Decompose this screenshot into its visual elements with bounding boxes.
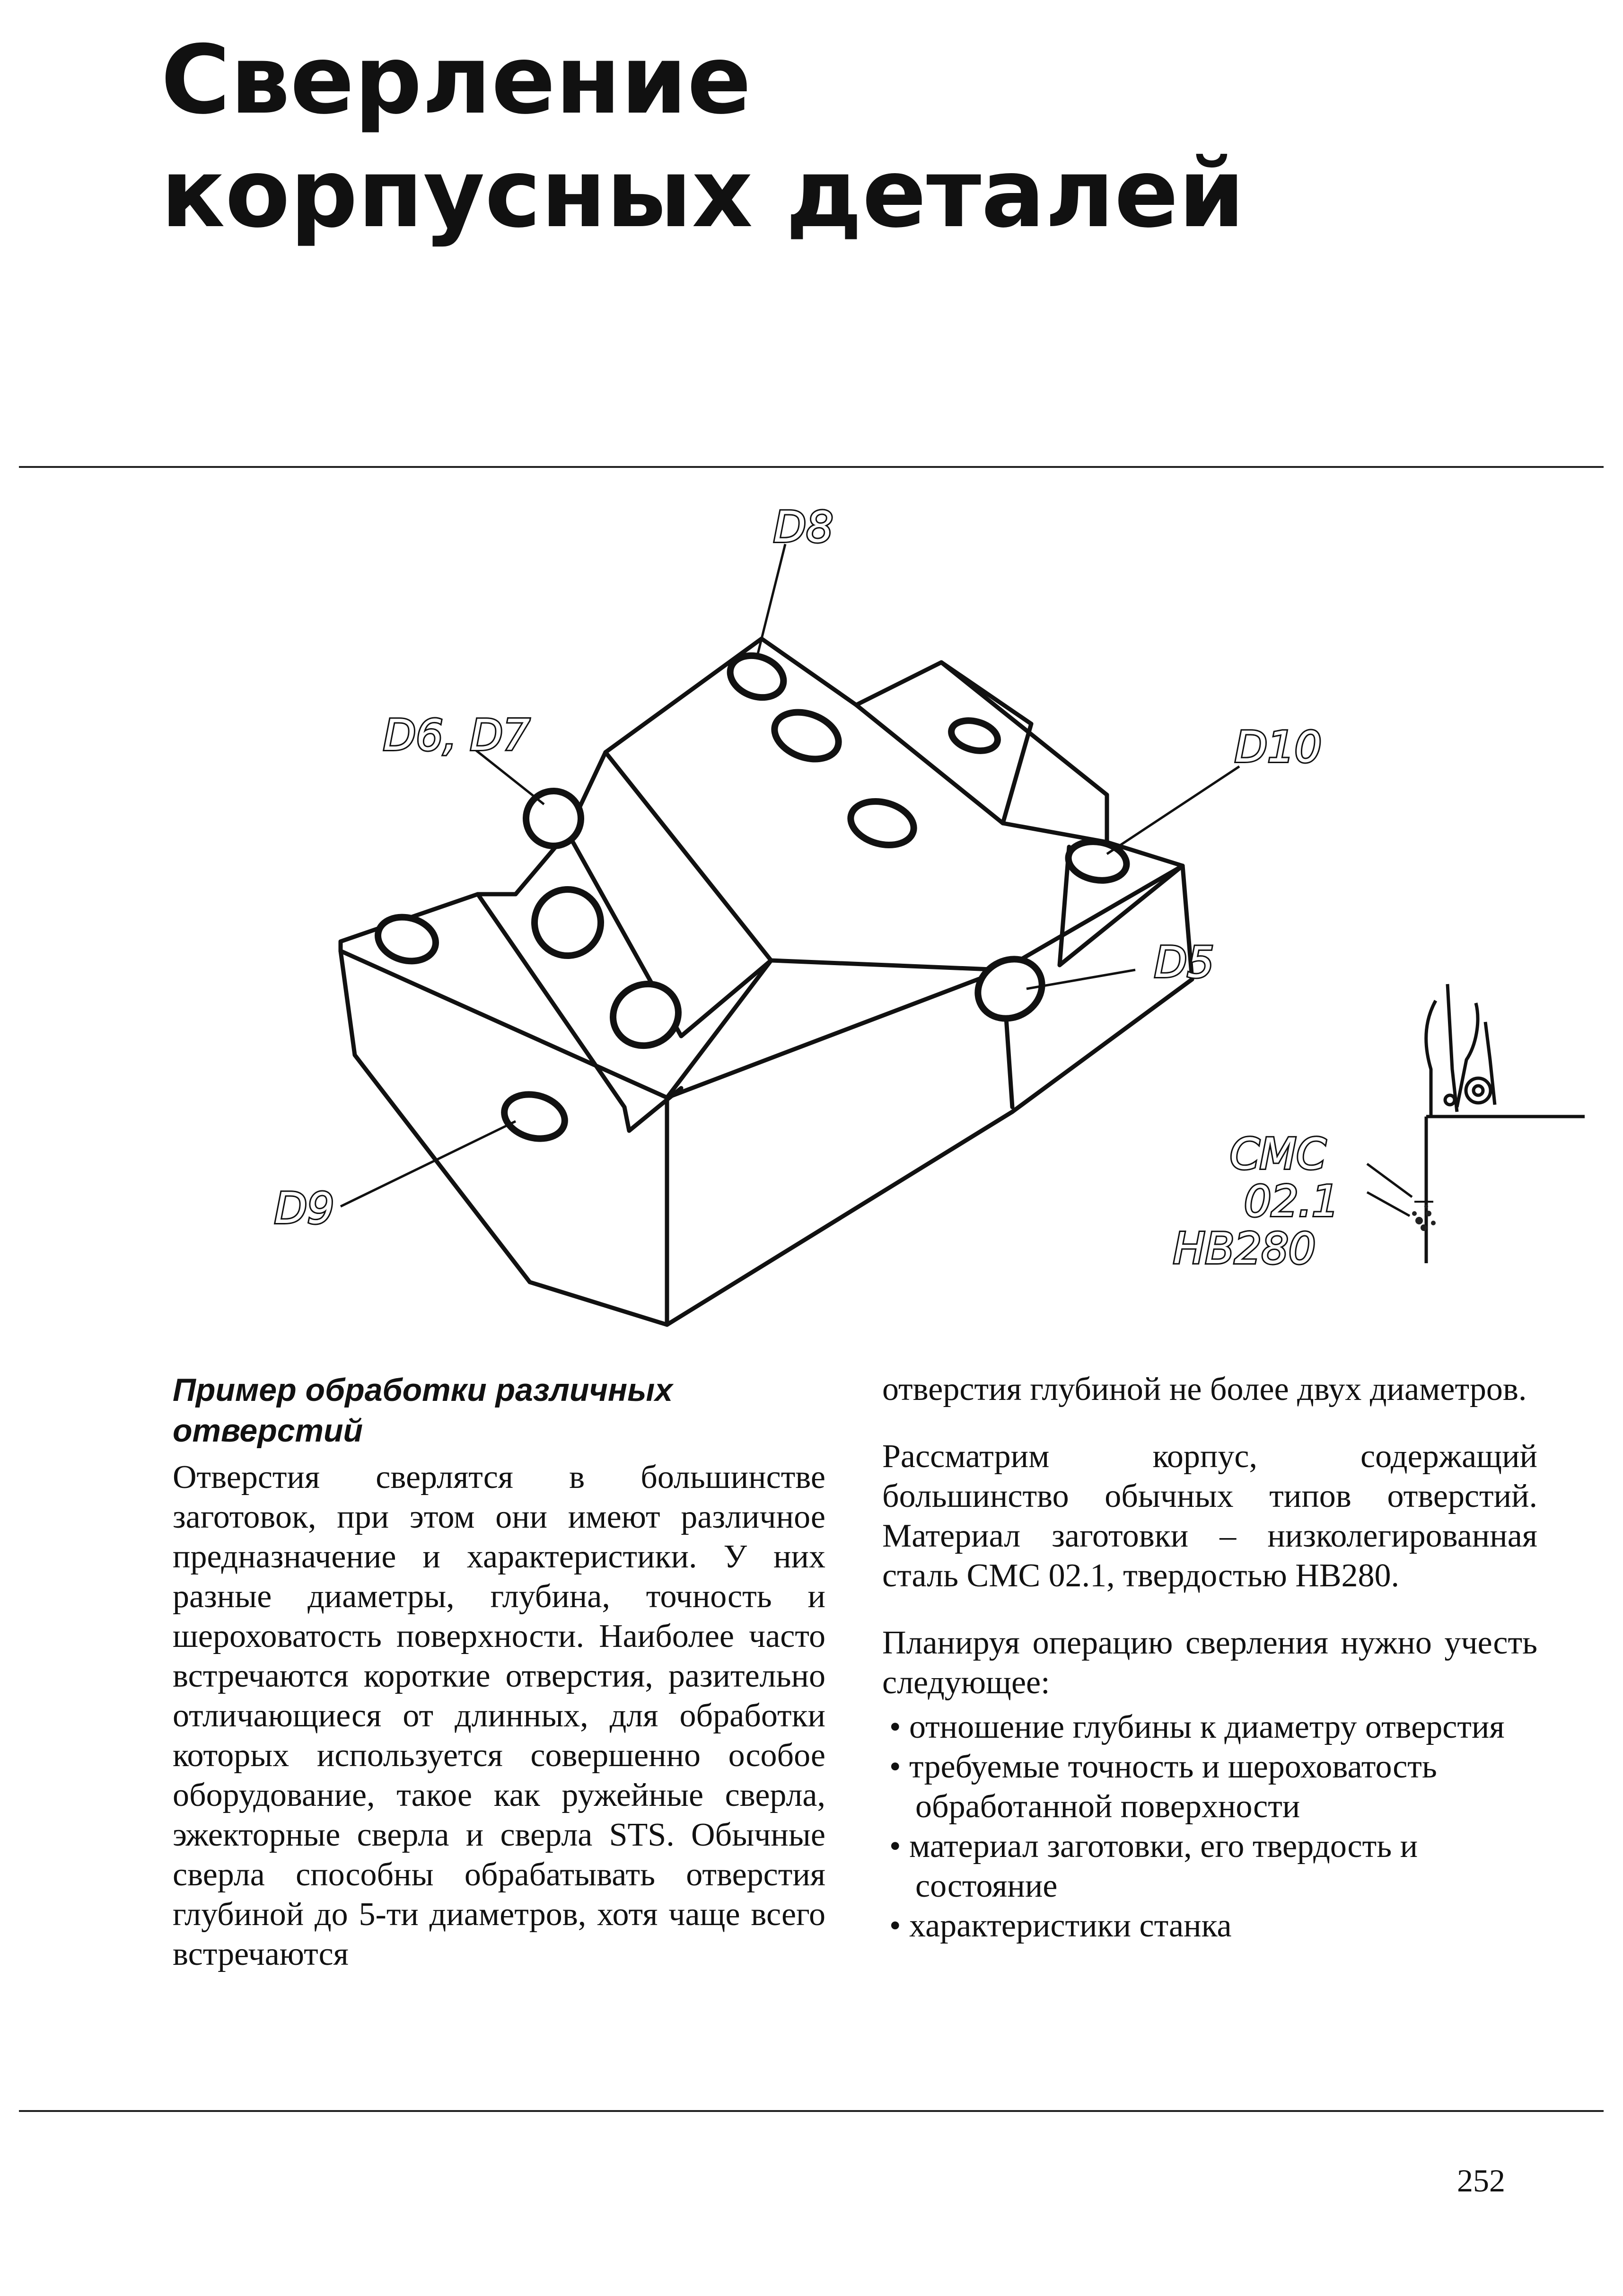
label-d8: D8 [773, 502, 833, 552]
label-d5: D5 [1154, 938, 1214, 987]
section-heading: Пример обработки различных отверстий [173, 1372, 673, 1449]
title-line-1: Сверление [161, 25, 752, 135]
housing-illustration [265, 501, 1613, 1344]
right-paragraph-2: Рассматрим корпус, содержащий большинство обычных типов отверстий. Материал заготовки – низколегированная сталь CMC 02.1, твердостью HB280. [882, 1438, 1537, 1594]
right-column [882, 1370, 1537, 1946]
label-d9: D9 [274, 1184, 334, 1233]
title-line-2: корпусных деталей [161, 139, 1245, 249]
right-paragraph-1: отверстия глубиной не более двух диаметров. [882, 1371, 1527, 1408]
bottom-divider [19, 2110, 1604, 2112]
left-paragraph: Отверстия сверлятся в большинстве заготовок, при этом они имеют различное предназначение и характеристики. У них разные диаметры, глубина, точность и шероховатость поверхности. Наиболее часто встречаются короткие отверстия, разительно отличающиеся от длинных, для обработки которых используется совершенно особое оборудование, такое как ружейные сверла, эжекторные сверла и сверла STS. Обычные сверла способны обрабатывать отверстия глубиной до 5-ти диаметров, хотя чаще всего встречаются [173, 1459, 825, 1972]
list-item: • материал заготовки, его твердость и состояние [882, 1827, 1537, 1906]
material-cmc: CMC [1230, 1129, 1326, 1179]
list-item: • характеристики станка [882, 1906, 1537, 1946]
page-title [161, 24, 1245, 251]
top-divider [19, 466, 1604, 468]
housing-drawing [265, 501, 1613, 1344]
right-paragraph-3: Планируя операцию сверления нужно учесть следующее: [882, 1625, 1537, 1701]
material-hardness: HB280 [1173, 1224, 1316, 1274]
page-number: 252 [1457, 2163, 1505, 2199]
label-d6-d7: D6, D7 [383, 711, 530, 760]
left-column [173, 1370, 825, 1974]
material-grade: 02.1 [1244, 1177, 1339, 1226]
drill-sketch [1414, 984, 1585, 1263]
considerations-list [882, 1707, 1537, 1946]
list-item: • отношение глубины к диаметру отверстия [882, 1707, 1537, 1747]
list-item: • требуемые точность и шероховатость обработанной поверхности [882, 1747, 1537, 1827]
chips-spray [1412, 1205, 1436, 1231]
label-d10: D10 [1235, 722, 1322, 772]
